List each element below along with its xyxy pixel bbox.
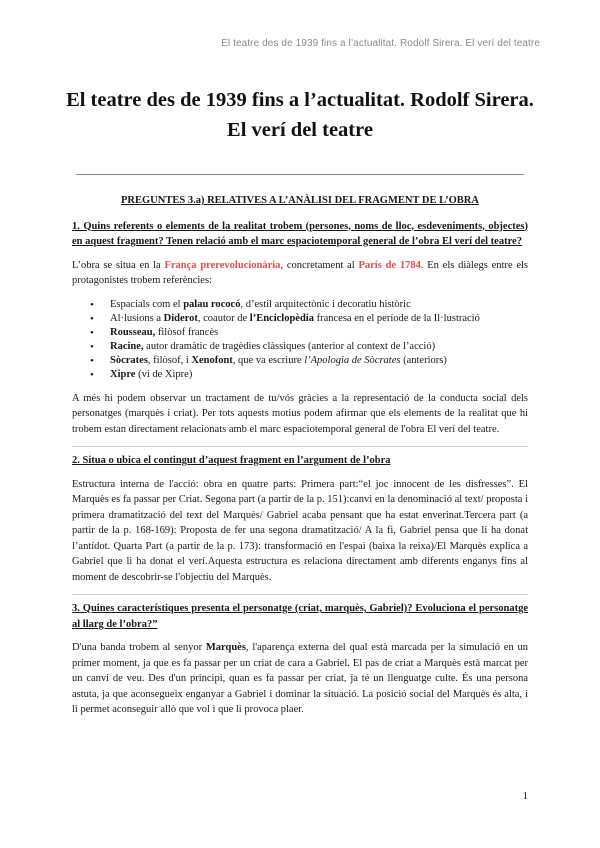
list-item: • Espacials com el palau rococó, d’estil arquitectònic i decoratiu històric (110, 298, 528, 312)
divider (72, 594, 528, 595)
page-title (0, 85, 600, 145)
section-title: PREGUNTES 3.a) RELATIVES A L’ANÀLISI DEL FRAGMENT DE L’OBRA (121, 195, 479, 206)
document-body (72, 193, 528, 727)
references-list (72, 298, 528, 382)
question-1-conclusion: A més hi podem observar un tractament de tu/vós gràcies a la representació de la conducta social dels personatges (marquès i criat). Per tots aquests motius podem afirmar que els elements de la realitat que hi trobem estan directament relacionats amb el marc espaciotemporal general de l'obra El verí del teatre. (72, 392, 528, 435)
question-1-intro: L’obra se situa en la França prerevolucionària, concretament al París de 1784. En els diàlegs entre els protagonistes trobem referències: (72, 259, 528, 286)
title-line-1: El teatre des de 1939 fins a l’actualitat. Rodolf Sirera. (66, 89, 534, 111)
title-line-2: El verí del teatre (227, 119, 373, 141)
question-2: 2. Situa o ubica el contingut d’aquest fragment en l’argument de l’obra (72, 455, 391, 466)
list-item: • Rousseau, filòsof francès (110, 326, 528, 340)
question-1: 1. Quins referents o elements de la realitat trobem (persones, noms de lloc, esdeveniments, objectes) en aquest fragment? Tenen relació amb el marc espaciotemporal general de l’obra El verí del teatre? (72, 220, 528, 247)
list-item: • Sòcrates, filòsof, i Xenofont, que va escriure l’Apologia de Sòcrates (anteriors) (110, 354, 528, 368)
question-3-answer: D'una banda trobem al senyor Marquès, l'aparença externa del qual està marcada per la simulació en un primer moment, ja que es fa passar per un criat de cara a Gabriel. El pas de criat a Marquès està marcat per un canvi de veu. Des d'un principi, quan es fa passar per criat, ja té un llenguatge culte. És una persona astuta, ja que aconsegueix enganyar a Gabriel i dominar la situació. La posició social del Marquès és alta, i li permet aconseguir allò que vol i que li provoca plaer. (72, 642, 528, 715)
list-item: • Xipre (vi de Xipre) (110, 368, 528, 382)
title-divider (76, 174, 524, 175)
highlight-paris: París de 1784 (358, 259, 421, 271)
question-2-answer: Estructura interna de l'acció: obra en quatre parts: Primera part:“el joc innocent de les disfresses”. El Marquès es fa passar per Criat. Segona part (a partir de la p. 151):canvi en la denominació al text/ proposta i primera dramatització del text del Marquès/ Gabriel acaba pensant que ha estat enverinat.Tercera part (a partir de la p. 168-169): Proposta de fer una segona dramatització/ A la fi, Gabriel pensa que li ha donat l’antídot. Quarta Part (a partir de la p. 173): transformació en l'espai (baixa la reixa)/El Marquès explica a Gabriel que li ha donat el verí.Aquesta estructura es relaciona directament amb diferents enganys fins al moment de descobrir-se l'objectiu del Marquès. (72, 478, 528, 583)
question-3: 3. Quines característiques presenta el personatge (criat, marquès, Gabriel)? Evoluciona el personatge al llarg de l’obra?” (72, 603, 528, 630)
list-item: • Racine, autor dramàtic de tragèdies clàssiques (anterior al context de l’acció) (110, 340, 528, 354)
running-header: El teatre des de 1939 fins a l’actualitat. Rodolf Sirera. El verí del teatre (221, 38, 540, 49)
list-item: • Al·lusions a Diderot, coautor de l’Enciclopèdia francesa en el període de la Il·lustració (110, 312, 528, 326)
divider (72, 446, 528, 447)
page-number: 1 (522, 790, 528, 802)
highlight-france: França prerevolucionària (164, 259, 281, 271)
